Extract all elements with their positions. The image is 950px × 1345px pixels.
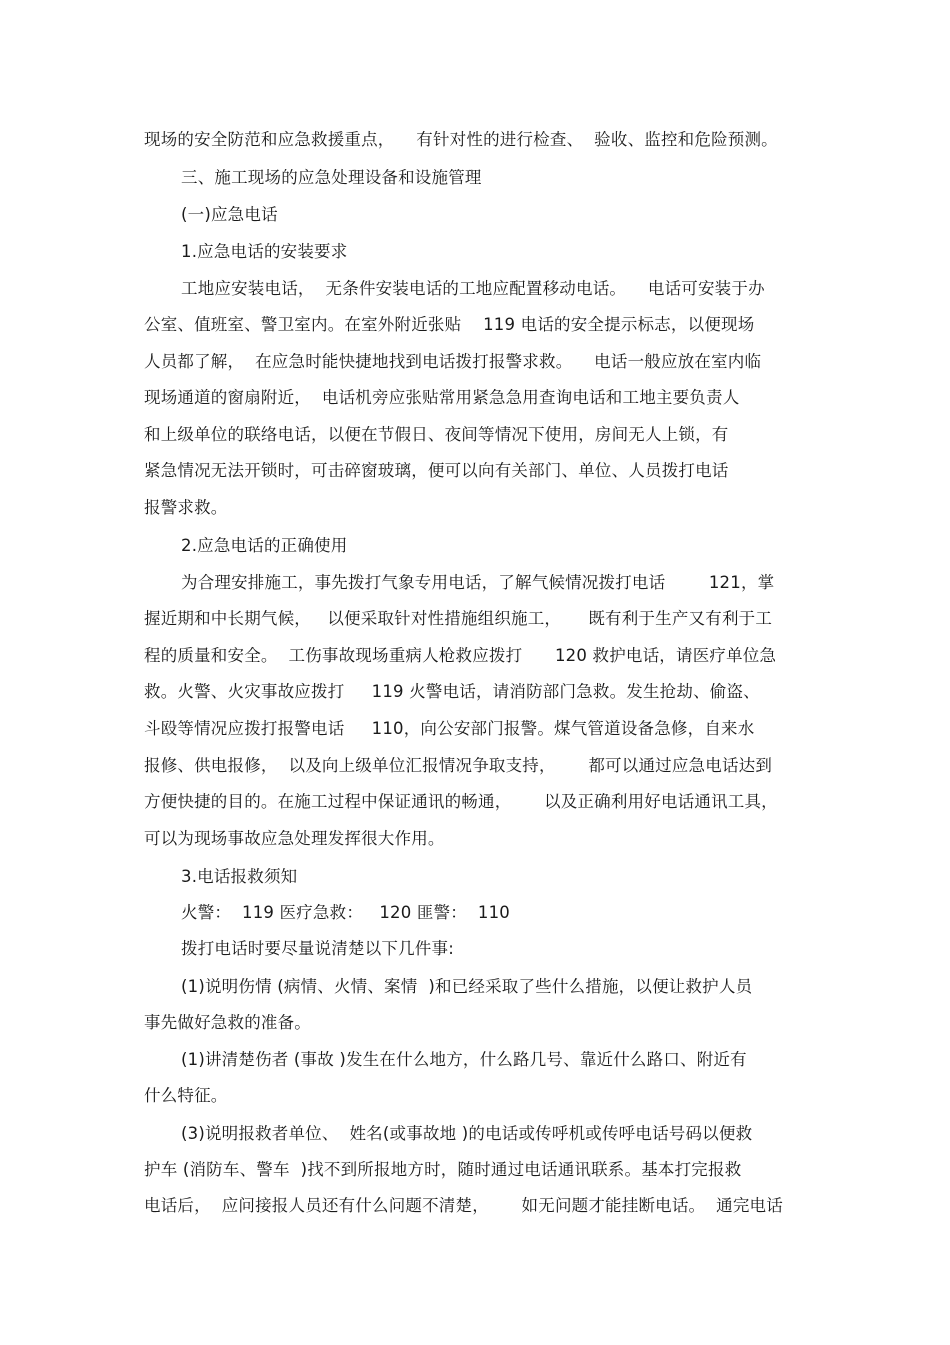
text-line: 什么特征。 bbox=[144, 1086, 228, 1105]
text-line: 紧急情况无法开锁时，可击碎窗玻璃，便可以向有关部门、单位、人员拨打电话 bbox=[144, 461, 729, 480]
text-line: 电话后， 应问接报人员还有什么问题不清楚， 如无问题才能挂断电话。 通完电话 bbox=[144, 1196, 783, 1215]
text-line: 和上级单位的联络电话，以便在节假日、夜间等情况下使用，房间无人上锁，有 bbox=[144, 425, 729, 444]
text-line: 现场的安全防范和应急救援重点， 有针对性的进行检查、 验收、监控和危险预测。 bbox=[144, 130, 778, 149]
text-line: 为合理安排施工，事先拨打气象专用电话，了解气候情况拨打电话 121，掌 bbox=[181, 573, 775, 592]
text-line: 护车 (消防车、警车 )找不到所报地方时，随时通过电话通讯联系。基本打完报救 bbox=[144, 1160, 742, 1179]
text-line: 斗殴等情况应拨打报警电话 110，向公安部门报警。煤气管道设备急修，自来水 bbox=[144, 719, 755, 738]
item-heading: 3.电话报救须知 bbox=[181, 867, 298, 886]
text-line: 事先做好急救的准备。 bbox=[144, 1013, 311, 1032]
emergency-numbers: 火警： 119 医疗急救： 120 匪警： 110 bbox=[181, 903, 510, 922]
list-item: (3)说明报救者单位、 姓名(或事故地 )的电话或传呼机或传呼电话号码以便救 bbox=[181, 1124, 753, 1143]
text-line: 人员都了解， 在应急时能快捷地找到电话拨打报警求救。 电话一般应放在室内临 bbox=[144, 352, 762, 371]
text-line: 救。火警、火灾事故应拨打 119 火警电话，请消防部门急救。发生抢劫、偷盗、 bbox=[144, 682, 760, 701]
text-line: 方便快捷的目的。在施工过程中保证通讯的畅通， 以及正确利用好电话通讯工具， bbox=[144, 792, 778, 811]
text-line: 拨打电话时要尽量说清楚以下几件事: bbox=[181, 939, 454, 958]
text-line: 公室、值班室、警卫室内。在室外附近张贴 119 电话的安全提示标志，以便现场 bbox=[144, 315, 755, 334]
subsection-heading: (一)应急电话 bbox=[181, 205, 278, 224]
text-line: 工地应安装电话， 无条件安装电话的工地应配置移动电话。 电话可安装于办 bbox=[181, 279, 765, 298]
text-line: 现场通道的窗扇附近， 电话机旁应张贴常用紧急急用查询电话和工地主要负责人 bbox=[144, 388, 740, 407]
text-line: 程的质量和安全。 工伤事故现场重病人枪救应拨打 120 救护电话，请医疗单位急 bbox=[144, 646, 777, 665]
text-line: 可以为现场事故应急处理发挥很大作用。 bbox=[144, 829, 445, 848]
item-heading: 2.应急电话的正确使用 bbox=[181, 536, 348, 555]
item-heading: 1.应急电话的安装要求 bbox=[181, 242, 348, 261]
text-line: 握近期和中长期气候， 以便采取针对性措施组织施工， 既有利于生产又有利于工 bbox=[144, 609, 773, 628]
list-item: (1)讲清楚伤者 (事故 )发生在什么地方，什么路几号、靠近什么路口、附近有 bbox=[181, 1050, 747, 1069]
section-heading: 三、施工现场的应急处理设备和设施管理 bbox=[181, 168, 482, 187]
text-line: 报修、供电报修， 以及向上级单位汇报情况争取支持， 都可以通过应急电话达到 bbox=[144, 756, 773, 775]
text-line: 报警求救。 bbox=[144, 498, 228, 517]
list-item: (1)说明伤情 (病情、火情、案情 )和已经采取了些什么措施，以便让救护人员 bbox=[181, 977, 753, 996]
